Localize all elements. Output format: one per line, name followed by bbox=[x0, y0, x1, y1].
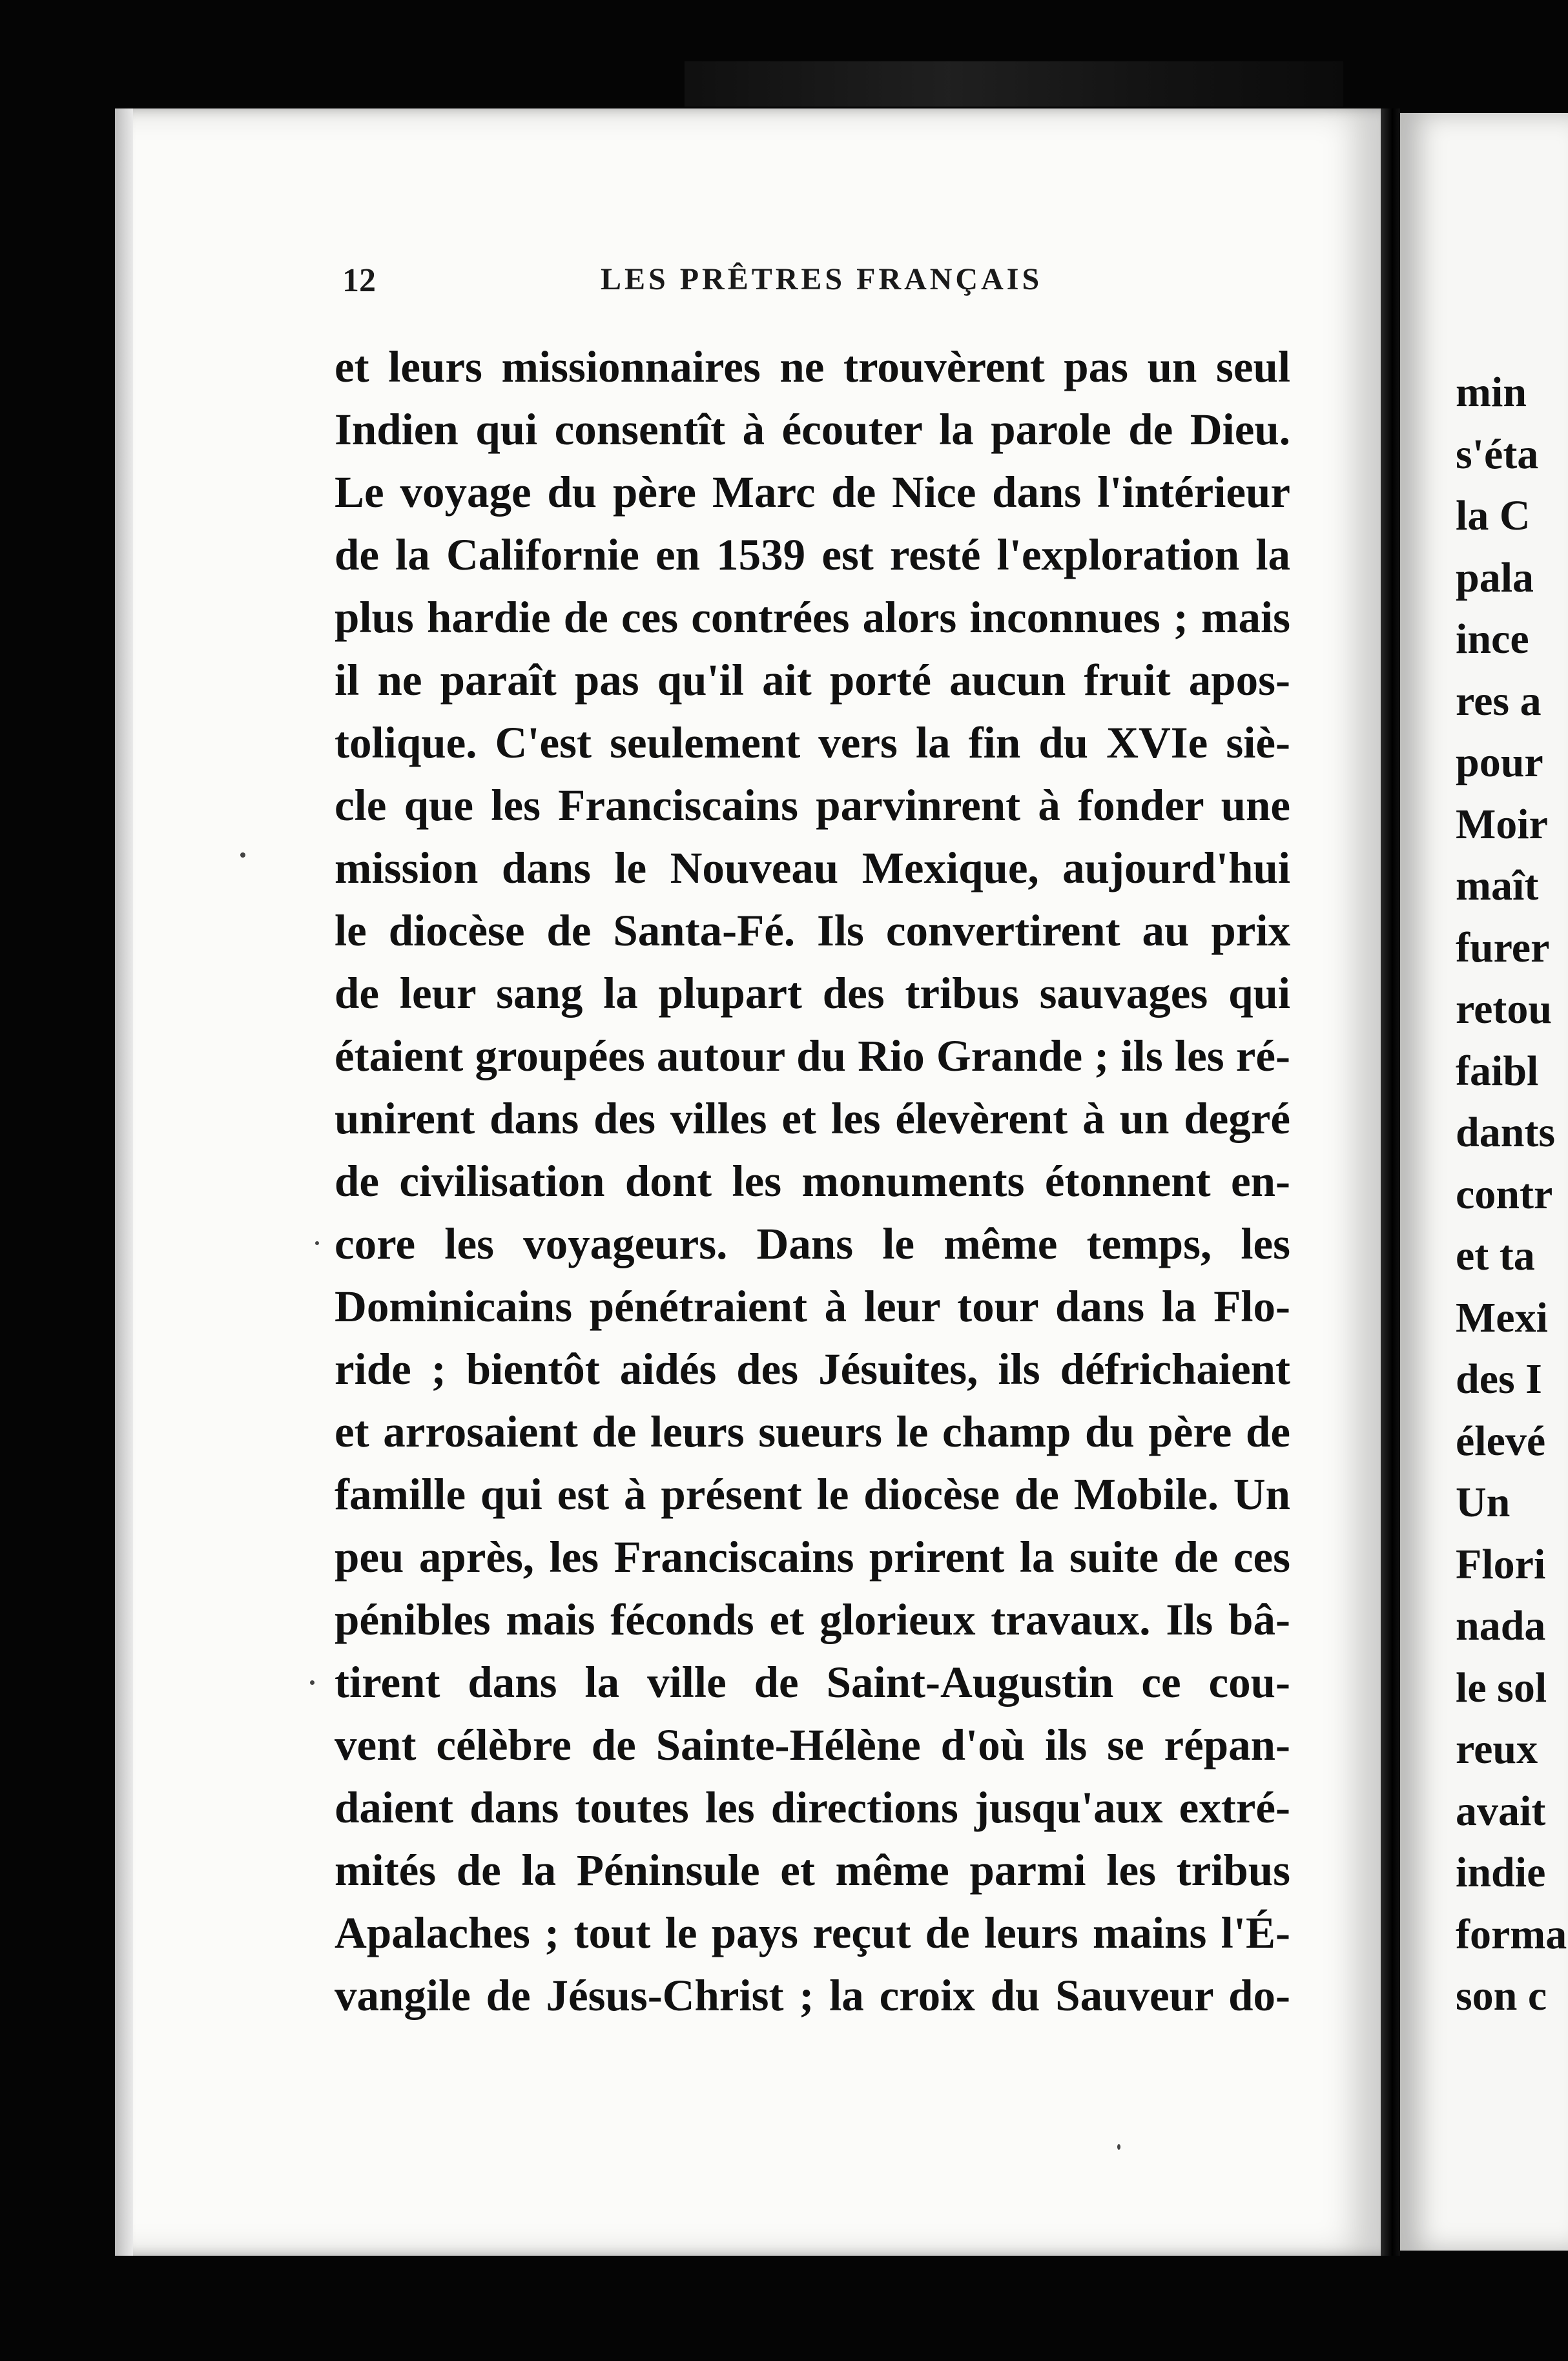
facing-page-line: reux bbox=[1456, 1726, 1538, 1773]
text-line: de la Californie en 1539 est resté l'exploration la bbox=[335, 530, 1290, 579]
text-line: Indien qui consentît à écouter la parole de Dieu. bbox=[335, 405, 1290, 454]
text-line: tolique. C'est seulement vers la fin du XVIe siè- bbox=[335, 718, 1290, 767]
facing-page-line: son c bbox=[1456, 1972, 1547, 2019]
text-line: famille qui est à présent le diocèse de Mobile. Un bbox=[335, 1470, 1290, 1519]
facing-page-line: des I bbox=[1456, 1356, 1542, 1403]
scan-speck bbox=[1117, 2144, 1120, 2150]
body-text bbox=[335, 336, 1290, 2027]
facing-page-line: pala bbox=[1456, 553, 1534, 601]
text-line: et arrosaient de leurs sueurs le champ du père de bbox=[335, 1407, 1290, 1456]
scan-speck bbox=[310, 1680, 315, 1685]
facing-page-line: la C bbox=[1456, 492, 1531, 539]
facing-page-line: et ta bbox=[1456, 1232, 1535, 1279]
text-line: peu après, les Franciscains prirent la suite de ces bbox=[335, 1532, 1290, 1582]
text-line: étaient groupées autour du Rio Grande ; ils les ré- bbox=[335, 1031, 1290, 1080]
facing-page-line: ince bbox=[1456, 615, 1529, 663]
text-line: le diocèse de Santa-Fé. Ils convertirent au prix bbox=[335, 906, 1290, 955]
facing-page-line: avait bbox=[1456, 1787, 1546, 1835]
facing-page-line: Un bbox=[1456, 1479, 1511, 1526]
facing-page-line: nada bbox=[1456, 1602, 1546, 1649]
facing-page-line: contr bbox=[1456, 1170, 1553, 1218]
text-line: daient dans toutes les directions jusqu'aux extré- bbox=[335, 1783, 1290, 1832]
facing-page-line: Flori bbox=[1456, 1540, 1546, 1588]
facing-page-line: res a bbox=[1456, 677, 1542, 725]
page-number: 12 bbox=[342, 262, 376, 299]
text-line: plus hardie de ces contrées alors inconnues ; mais bbox=[335, 593, 1290, 642]
scan-top-strip bbox=[685, 61, 1343, 107]
text-line: core les voyageurs. Dans le même temps, les bbox=[335, 1219, 1290, 1268]
facing-page-line: Mexi bbox=[1456, 1294, 1548, 1341]
text-line: de leur sang la plupart des tribus sauvages qui bbox=[335, 969, 1290, 1018]
facing-page-line: Moir bbox=[1456, 800, 1548, 848]
text-line: pénibles mais féconds et glorieux travaux. Ils bâ- bbox=[335, 1595, 1290, 1644]
text-line: unirent dans des villes et les élevèrent à un degré bbox=[335, 1094, 1290, 1143]
facing-page-line: furer bbox=[1456, 923, 1550, 971]
facing-page-line: élevé bbox=[1456, 1417, 1546, 1465]
facing-page-line: le sol bbox=[1456, 1664, 1547, 1711]
scan-speck bbox=[240, 852, 245, 858]
text-line: ride ; bientôt aidés des Jésuites, ils défrichaient bbox=[335, 1345, 1290, 1394]
text-line: et leurs missionnaires ne trouvèrent pas un seul bbox=[335, 342, 1290, 391]
text-line: vent célèbre de Sainte-Hélène d'où ils se répan- bbox=[335, 1720, 1290, 1769]
facing-page-line: retou bbox=[1456, 985, 1553, 1033]
text-line: mités de la Péninsule et même parmi les tribus bbox=[335, 1846, 1290, 1895]
text-line: Dominicains pénétraient à leur tour dans la Flo- bbox=[335, 1282, 1290, 1331]
facing-page-line: maît bbox=[1456, 862, 1539, 909]
facing-page-line: pour bbox=[1456, 739, 1543, 786]
facing-page-line: forma bbox=[1456, 1910, 1567, 1958]
book-gutter bbox=[1381, 108, 1400, 2256]
text-line: vangile de Jésus-Christ ; la croix du Sauveur do- bbox=[335, 1971, 1290, 2020]
facing-page-line: indie bbox=[1456, 1849, 1546, 1896]
running-title: LES PRÊTRES FRANÇAIS bbox=[601, 262, 1043, 296]
text-line: Apalaches ; tout le pays reçut de leurs mains l'É- bbox=[335, 1908, 1290, 1957]
text-line: cle que les Franciscains parvinrent à fonder une bbox=[335, 781, 1290, 830]
scan-speck bbox=[315, 1241, 319, 1245]
facing-page-line: faibl bbox=[1456, 1047, 1539, 1095]
facing-page-line: dants bbox=[1456, 1109, 1556, 1156]
facing-page-line: min bbox=[1456, 369, 1527, 416]
text-line: Le voyage du père Marc de Nice dans l'intérieur bbox=[335, 468, 1290, 517]
facing-page-fragment bbox=[1400, 113, 1568, 2251]
text-line: mission dans le Nouveau Mexique, aujourd'hui bbox=[335, 843, 1290, 892]
text-line: il ne paraît pas qu'il ait porté aucun fruit apos- bbox=[335, 655, 1290, 705]
facing-page-line: s'éta bbox=[1456, 430, 1539, 478]
page-edge bbox=[115, 108, 133, 2256]
text-line: tirent dans la ville de Saint-Augustin ce cou- bbox=[335, 1658, 1290, 1707]
text-line: de civilisation dont les monuments étonnent en- bbox=[335, 1157, 1290, 1206]
